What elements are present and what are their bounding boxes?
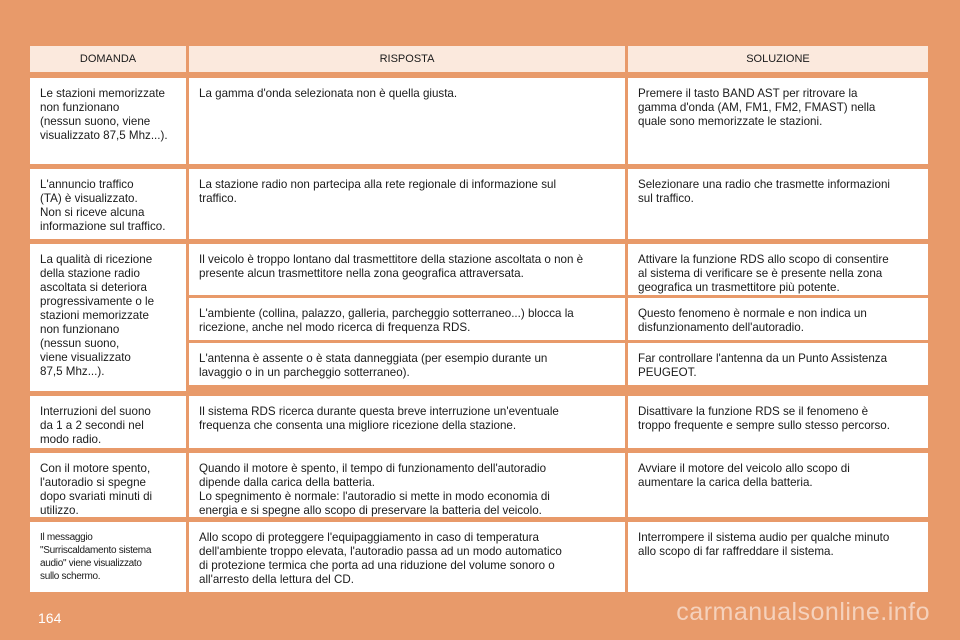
table-row xyxy=(30,396,928,448)
answer-cell: Allo scopo di proteggere l'equipaggiamento in caso di temperatura dell'ambiente troppo elevata, l'autoradio passa ad un modo automatico di protezione termica che porta ad una riduzione del volume sonoro o all'arresto della lettura del CD. xyxy=(189,522,625,592)
answer-cell: L'antenna è assente o è stata danneggiata (per esempio durante un lavaggio o in un parcheggio sotterraneo). xyxy=(189,343,625,385)
header-domanda: DOMANDA xyxy=(30,46,186,72)
table-row xyxy=(30,244,928,391)
header-soluzione: SOLUZIONE xyxy=(628,46,928,72)
question-cell: L'annuncio traffico (TA) è visualizzato. Non si riceve alcuna informazione sul traffico. xyxy=(30,169,186,239)
solution-cell: Disattivare la funzione RDS se il fenomeno è troppo frequente e sempre sullo stesso percorso. xyxy=(628,396,928,448)
question-cell: Le stazioni memorizzate non funzionano (nessun suono, viene visualizzato 87,5 Mhz...). xyxy=(30,78,186,164)
table-row xyxy=(30,522,928,592)
solution-cell: Far controllare l'antenna da un Punto Assistenza PEUGEOT. xyxy=(628,343,928,385)
solution-cell: Avviare il motore del veicolo allo scopo di aumentare la carica della batteria. xyxy=(628,453,928,517)
page-number: 164 xyxy=(38,610,62,626)
solution-cell: Attivare la funzione RDS allo scopo di consentire al sistema di verificare se è presente nella zona geografica un trasmettitore più potente. xyxy=(628,244,928,295)
question-cell: Il messaggio "Surriscaldamento sistema audio" viene visualizzato sullo schermo. xyxy=(30,522,186,592)
answer-cell: Quando il motore è spento, il tempo di funzionamento dell'autoradio dipende dalla carica della batteria. Lo spegnimento è normale: l'autoradio si mette in modo economia di energia e si spegne allo scopo di preservare la batteria del veicolo. xyxy=(189,453,625,517)
solution-cell: Premere il tasto BAND AST per ritrovare la gamma d'onda (AM, FM1, FM2, FMAST) nella quale sono memorizzate le stazioni. xyxy=(628,78,928,164)
solution-cell: Questo fenomeno è normale e non indica un disfunzionamento dell'autoradio. xyxy=(628,298,928,340)
table-row xyxy=(30,78,928,164)
answer-cell: La stazione radio non partecipa alla rete regionale di informazione sul traffico. xyxy=(189,169,625,239)
header-risposta: RISPOSTA xyxy=(189,46,625,72)
question-cell: Con il motore spento, l'autoradio si spegne dopo svariati minuti di utilizzo. xyxy=(30,453,186,517)
answer-cell: Il sistema RDS ricerca durante questa breve interruzione un'eventuale frequenza che consenta una migliore ricezione della stazione. xyxy=(189,396,625,448)
table-row xyxy=(30,169,928,239)
table-row xyxy=(30,453,928,517)
solution-cell: Interrompere il sistema audio per qualche minuto allo scopo di far raffreddare il sistema. xyxy=(628,522,928,592)
answer-cell: L'ambiente (collina, palazzo, galleria, parcheggio sotterraneo...) blocca la ricezione, anche nel modo ricerca di frequenza RDS. xyxy=(189,298,625,340)
table-header xyxy=(30,46,928,72)
question-cell: La qualità di ricezione della stazione radio ascoltata si deteriora progressivamente o le stazioni memorizzate non funzionano (nessun suono, viene visualizzato 87,5 Mhz...). xyxy=(30,244,186,391)
answer-cell: La gamma d'onda selezionata non è quella giusta. xyxy=(189,78,625,164)
troubleshooting-table xyxy=(30,46,928,597)
question-cell: Interruzioni del suono da 1 a 2 secondi nel modo radio. xyxy=(30,396,186,448)
solution-cell: Selezionare una radio che trasmette informazioni sul traffico. xyxy=(628,169,928,239)
answer-cell: Il veicolo è troppo lontano dal trasmettitore della stazione ascoltata o non è presente alcun trasmettitore nella zona geografica attraversata. xyxy=(189,244,625,295)
watermark: carmanualsonline.info xyxy=(676,598,930,626)
